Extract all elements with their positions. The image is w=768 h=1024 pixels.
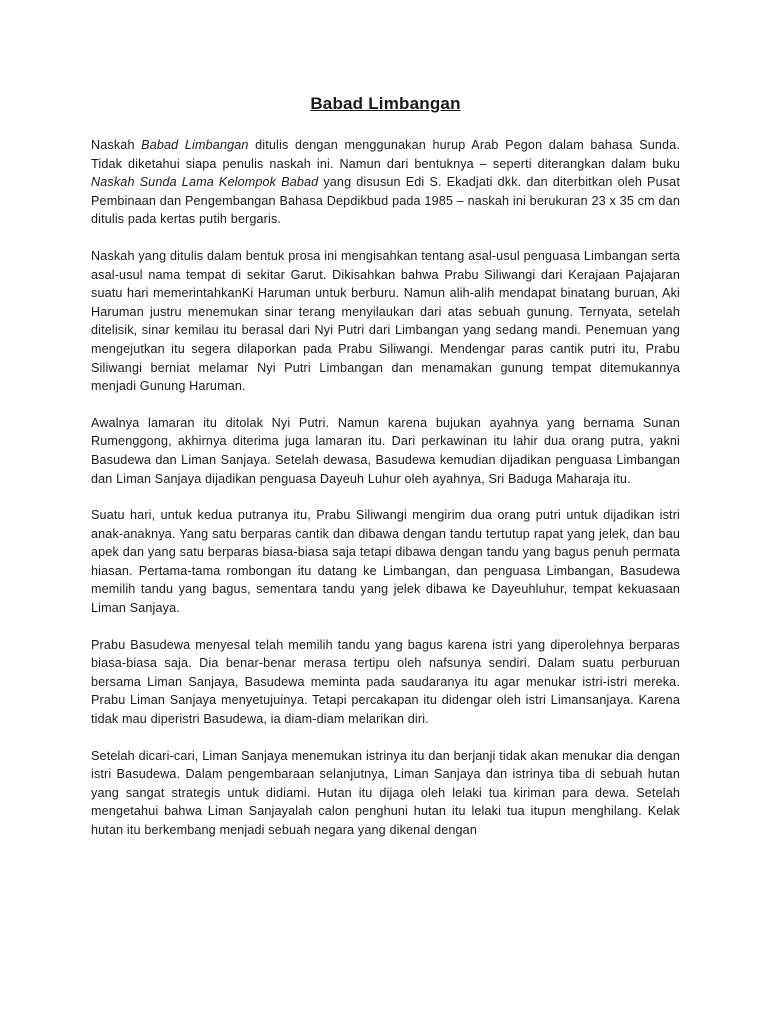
paragraph-1-italic-title: Babad Limbangan bbox=[141, 138, 249, 152]
paragraph-1-text-c: ditulis dengan menggunakan hurup Arab Pegon dalam bahasa Sunda. Tidak diketahui siapa penulis naskah ini. Namun dari bentuknya – seperti diterangkan dalam buku bbox=[91, 138, 681, 171]
paragraph-2: Naskah yang ditulis dalam bentuk prosa ini mengisahkan tentang asal-usul penguasa Limbangan serta asal-usul nama tempat di sekitar Garut. Dikisahkan bahwa Prabu Siliwangi dari Kerajaan Pajajaran suatu hari memerintahkanKi Haruman untuk berburu. Namun alih-alih mendapat binatang buruan, Aki Haruman justru menemukan sinar terang menyilaukan dari atas sebuah gunung. Ternyata, setelah ditelisik, sinar kemilau itu berasal dari Nyi Putri dari Limbangan yang sedang mandi. Penemuan yang mengejutkan itu segera dilaporkan pada Prabu Siliwangi. Mendengar paras cantik putri itu, Prabu Siliwangi berniat melamar Nyi Putri Limbangan dan menamakan gunung tempat ditemukannya menjadi Gunung Haruman. bbox=[91, 248, 680, 394]
paragraph-1 bbox=[91, 136, 680, 229]
paragraph-1-text-a: Naskah bbox=[91, 138, 142, 152]
paragraph-3: Awalnya lamaran itu ditolak Nyi Putri. Namun karena bujukan ayahnya yang bernama Sunan Rumenggong, akhirnya diterima juga lamaran itu. Dari perkawinan itu lahir dua orang putra, yakni Basudewa dan Liman Sanjaya. Setelah dewasa, Basudewa kemudian dijadikan penguasa Limbangan dan Liman Sanjaya dijadikan penguasa Dayeuh Luhur oleh ayahnya, Sri Baduga Maharaja itu. bbox=[91, 415, 680, 486]
paragraph-5: Prabu Basudewa menyesal telah memilih tandu yang bagus karena istri yang diperolehnya berparas biasa-biasa saja. Dia benar-benar merasa tertipu oleh nafsunya sendiri. Dalam suatu perburuan bersama Liman Sanjaya, Basudewa meminta pada saudaranya itu agar menukar istri-istri mereka. Prabu Liman Sanjaya menyetujuinya. Tetapi percakapan itu didengar oleh istri Limansanjaya. Karena tidak mau diperistri Basudewa, ia diam-diam melarikan diri. bbox=[91, 637, 680, 727]
paragraph-4: Suatu hari, untuk kedua putranya itu, Prabu Siliwangi mengirim dua orang putri untuk dijadikan istri anak-anaknya. Yang satu berparas cantik dan dibawa dengan tandu tertutup rapat yang jelek, dan bau apek dan yang satu berparas biasa-biasa saja tetapi dibawa dengan tandu yang bagus penuh permata hiasan. Pertama-tama rombongan itu datang ke Limbangan, dan penguasa Limbangan, Basudewa memilih tandu yang bagus, sementara tandu yang jelek dibawa ke Dayeuhluhur, tempat kekuasaan Liman Sanjaya. bbox=[91, 508, 680, 616]
paragraph-6: Setelah dicari-cari, Liman Sanjaya menemukan istrinya itu dan berjanji tidak akan menukar dia dengan istri Basudewa. Dalam pengembaraan selanjutnya, Liman Sanjaya dan istrinya tiba di sebuah hutan yang sangat strategis untuk didiami. Hutan itu dijaga oleh lelaki tua kiriman para dewa. Setelah mengetahui bahwa Liman Sanjayalah calon penghuni hutan itu lelaki tua itupun menghilang. Kelak hutan itu berkembang menjadi sebuah negara yang dikenal dengan bbox=[91, 748, 680, 837]
paragraph-1-text-e: yang disusun Edi S. Ekadjati dkk. dan diterbitkan oleh Pusat Pembinaan dan Pengembangan Bahasa Depdikbud pada 1985 – naskah ini berukuran 23 x 35 cm dan ditulis pada kertas putih bergaris. bbox=[91, 175, 680, 227]
paragraph-1-italic-book: Naskah Sunda Lama Kelompok Babad bbox=[91, 175, 319, 190]
page-title: Babad Limbangan bbox=[310, 94, 461, 113]
